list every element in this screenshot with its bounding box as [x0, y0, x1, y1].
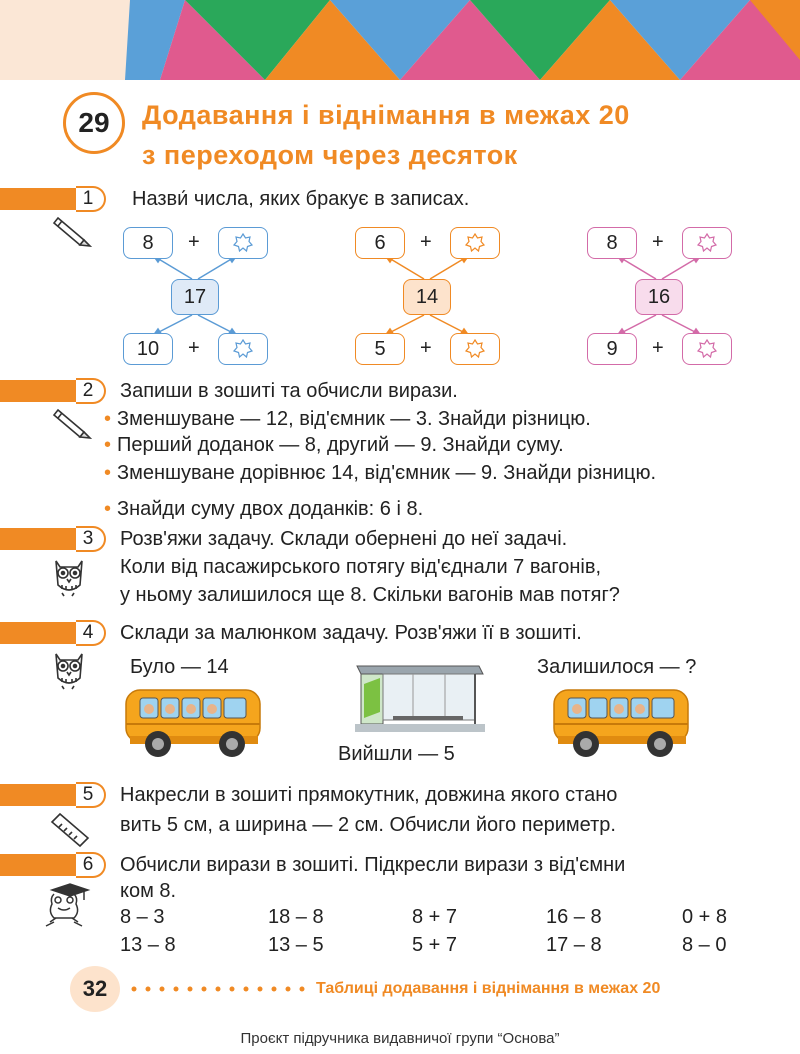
task-4-text: Склади за малюнком задачу. Розв'яжи її в зошиті.	[120, 622, 582, 644]
expression: 13 – 8	[120, 934, 176, 956]
pencil-icon	[52, 214, 92, 248]
plus-sign: +	[188, 337, 200, 359]
bullet-text: Зменшуване дорівнює 14, від'ємник — 9. Знайди різницю.	[117, 462, 657, 484]
plus-sign: +	[652, 231, 664, 253]
bullet-text: Перший доданок — 8, другий — 9. Знайди суму.	[117, 434, 564, 456]
diagram-2-bottom-number: 5	[355, 333, 405, 365]
plus-sign: +	[652, 337, 664, 359]
star-placeholder-icon	[464, 232, 486, 254]
label-was: Було — 14	[130, 656, 229, 678]
task-number: 2	[76, 378, 106, 404]
diagram-3-sum: 16	[635, 279, 683, 315]
diagram-1-bottom-number: 10	[123, 333, 173, 365]
task-3-line: Розв'яжи задачу. Склади обернені до неї задачі.	[120, 528, 568, 550]
expression: 13 – 5	[268, 934, 324, 956]
plus-sign: +	[420, 231, 432, 253]
task-1-text: Назви́ числа, яких бракує в записах.	[132, 188, 470, 210]
task-number: 5	[76, 782, 106, 808]
lesson-number: 29	[78, 107, 110, 138]
top-banner	[0, 0, 800, 80]
task-2-bullet	[104, 496, 423, 522]
task-2-bullet	[104, 460, 656, 486]
lesson-title-line1: Додавання і віднімання в межах 20	[142, 100, 630, 130]
task-number: 1	[76, 186, 106, 212]
task-number: 4	[76, 620, 106, 646]
page-number: 32	[82, 976, 108, 1001]
expression: 17 – 8	[546, 934, 602, 956]
task-number: 3	[76, 526, 106, 552]
diagram-1-sum: 17	[171, 279, 219, 315]
task-2-bullet	[104, 406, 591, 432]
star-placeholder-icon	[464, 338, 486, 360]
expression: 8 – 0	[682, 934, 727, 956]
diagram-3-top-number: 8	[587, 227, 637, 259]
publisher-note: Проєкт підручника видавничої групи “Основа”	[240, 1030, 560, 1047]
diagram-3-bottom-number: 9	[587, 333, 637, 365]
task-number: 6	[76, 852, 106, 878]
diagram-1-bottom-blank[interactable]	[218, 333, 268, 365]
bullet-dot: •	[104, 434, 112, 456]
star-placeholder-icon	[696, 232, 718, 254]
lesson-number-badge	[63, 92, 125, 154]
task-2-bullet	[104, 432, 564, 458]
diagram-2-top-blank[interactable]	[450, 227, 500, 259]
plus-sign: +	[420, 337, 432, 359]
expression: 5 + 7	[412, 934, 458, 956]
star-placeholder-icon	[696, 338, 718, 360]
expression: 18 – 8	[268, 906, 324, 928]
lesson-title-line2: з переходом через десяток	[142, 140, 518, 170]
owl-icon	[50, 648, 88, 690]
label-got-off: Вийшли — 5	[338, 743, 455, 765]
bullet-dot: •	[104, 462, 112, 484]
task-5-line: Накресли в зошиті прямокутник, довжина якого стано	[120, 784, 618, 806]
section-title: Таблиці додавання і віднімання в межах 20	[316, 980, 661, 997]
expression: 8 + 7	[412, 906, 458, 928]
task-6-line: ком 8.	[120, 880, 177, 902]
diagram-1-top-number: 8	[123, 227, 173, 259]
diagram-2-bottom-blank[interactable]	[450, 333, 500, 365]
bus-stop-icon	[355, 660, 485, 736]
ruler-icon	[48, 808, 92, 848]
bus-icon	[548, 682, 696, 762]
frog-graduate-icon	[36, 882, 92, 930]
diagram-1-top-blank[interactable]	[218, 227, 268, 259]
task-3-line: Коли від пасажирського потягу від'єднали 7 вагонів,	[120, 556, 602, 578]
task-2-text: Запиши в зошиті та обчисли вирази.	[120, 380, 458, 402]
bullet-text: Зменшуване — 12, від'ємник — 3. Знайди різницю.	[117, 408, 591, 430]
bullet-dot: •	[104, 408, 112, 430]
expression: 8 – 3	[120, 906, 165, 928]
task-6-line: Обчисли вирази в зошиті. Підкресли вирази з від'ємни	[120, 854, 626, 876]
diagram-3-bottom-blank[interactable]	[682, 333, 732, 365]
expression: 16 – 8	[546, 906, 602, 928]
task-3-line: у ньому залишилося ще 8. Скільки вагонів мав потяг?	[120, 584, 620, 606]
diagram-2-top-number: 6	[355, 227, 405, 259]
diagram-3-top-blank[interactable]	[682, 227, 732, 259]
bullet-dot: •	[104, 498, 112, 520]
star-placeholder-icon	[232, 232, 254, 254]
star-placeholder-icon	[232, 338, 254, 360]
owl-icon	[50, 555, 88, 597]
expression: 0 + 8	[682, 906, 728, 928]
dotted-leader	[130, 982, 315, 996]
bullet-text: Знайди суму двох доданків: 6 і 8.	[117, 498, 424, 520]
page-number-badge	[70, 966, 120, 1012]
diagram-2-sum: 14	[403, 279, 451, 315]
task-5-line: вить 5 см, а ширина — 2 см. Обчисли його периметр.	[120, 814, 616, 836]
pencil-icon	[52, 406, 92, 440]
plus-sign: +	[188, 231, 200, 253]
label-left: Залишилося — ?	[537, 656, 697, 678]
bus-icon	[120, 682, 268, 762]
